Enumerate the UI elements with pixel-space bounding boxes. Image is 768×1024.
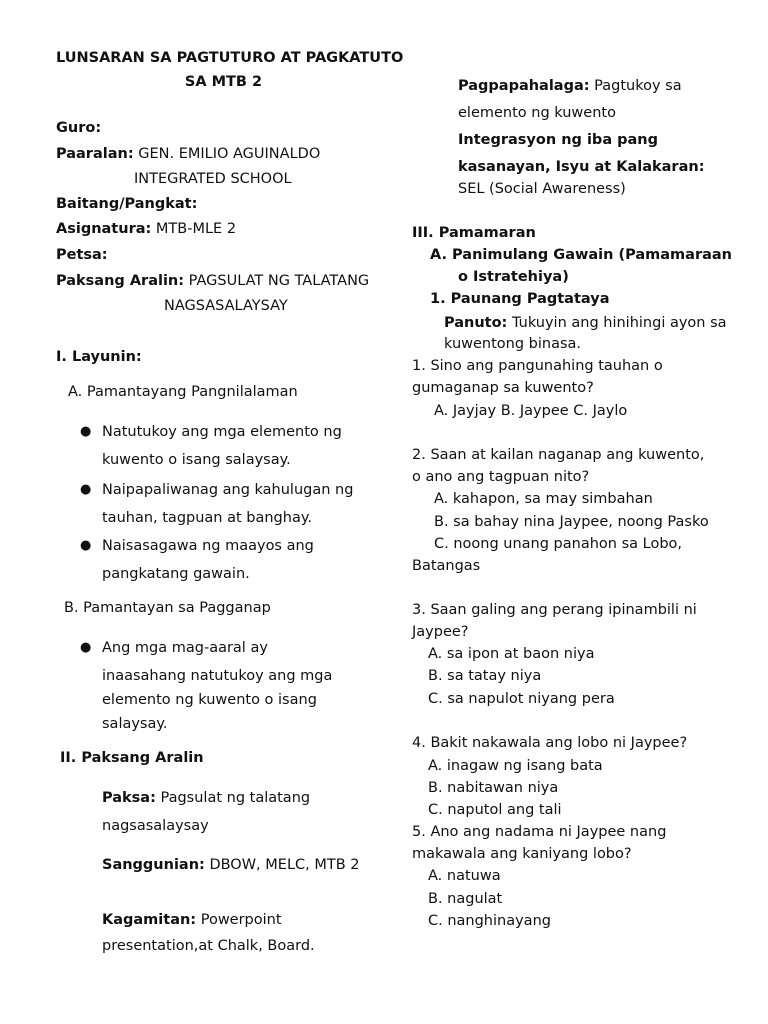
panimula-line2: o Istratehiya) <box>458 269 569 285</box>
kagamitan-value-line2: presentation,at Chalk, Board. <box>102 938 315 954</box>
paksa-value-line2: nagsasalaysay <box>102 818 209 834</box>
q2-choice-a: A. kahapon, sa may simbahan <box>434 491 653 507</box>
q5-choice-b: B. nagulat <box>428 891 503 907</box>
paaralan-label: Paaralan: <box>56 146 134 162</box>
integrasyon-line1: Integrasyon ng iba pang <box>458 132 659 148</box>
q2-choice-c: C. noong unang panahon sa Lobo, <box>434 536 683 552</box>
a-bullet3-line1: Naisasagawa ng maayos ang <box>102 538 314 554</box>
paunang-pagtataya: 1. Paunang Pagtataya <box>430 291 610 307</box>
kagamitan-label: Kagamitan: <box>102 912 197 928</box>
a-bullet3-line2: pangkatang gawain. <box>102 566 250 582</box>
q5-choice-c: C. nanghinayang <box>428 913 551 929</box>
b-bullet1-line3: elemento ng kuwento o isang <box>102 692 317 708</box>
q5-line1: 5. Ano ang nadama ni Jaypee nang <box>412 824 667 840</box>
section-b-heading: B. Pamantayan sa Pagganap <box>64 600 271 616</box>
q1-line1: 1. Sino ang pangunahing tauhan o <box>412 358 663 374</box>
pamamaran-heading: III. Pamamaran <box>412 225 536 241</box>
a-bullet2-line2: tauhan, tagpuan at banghay. <box>102 510 312 526</box>
q4-choice-c: C. naputol ang tali <box>428 802 562 818</box>
q1-choices: A. Jayjay B. Jaypee C. Jaylo <box>434 403 628 419</box>
q4-choice-a: A. inagaw ng isang bata <box>428 758 603 774</box>
doc-title-line1: LUNSARAN SA PAGTUTURO AT PAGKATUTO <box>56 50 404 66</box>
paksang-label: Paksang Aralin: <box>56 273 185 289</box>
q1-line2: gumaganap sa kuwento? <box>412 380 594 396</box>
q3-choice-a: A. sa ipon at baon niya <box>428 646 595 662</box>
paksang-row <box>56 271 369 291</box>
q5-line2: makawala ang kaniyang lobo? <box>412 846 632 862</box>
a-bullet1-line2: kuwento o isang salaysay. <box>102 452 291 468</box>
q3-line2: Jaypee? <box>412 624 469 640</box>
paksa-label: Paksa: <box>102 790 156 806</box>
sanggunian-value: DBOW, MELC, MTB 2 <box>209 857 360 873</box>
panuto-value-line2: kuwentong binasa. <box>444 336 582 352</box>
b-bullet1-line1: Ang mga mag-aaral ay <box>102 640 268 656</box>
a-bullet2-line1: Naipapaliwanag ang kahulugan ng <box>102 482 354 498</box>
paksang-value: PAGSULAT NG TALATANG <box>188 273 370 289</box>
paksang-aralin-heading: II. Paksang Aralin <box>60 750 204 766</box>
paaralan-row <box>56 144 320 164</box>
pagpapahalaga-value-line2: elemento ng kuwento <box>458 105 616 121</box>
paksa-row <box>102 788 310 808</box>
panuto-label: Panuto: <box>444 315 508 331</box>
asignatura-label: Asignatura: <box>56 221 152 237</box>
a-bullet1-line1: Natutukoy ang mga elemento ng <box>102 424 342 440</box>
q2-choice-c-line2: Batangas <box>412 558 481 574</box>
layunin-heading: I. Layunin: <box>56 349 142 365</box>
panuto-row <box>444 313 727 333</box>
petsa-label: Petsa: <box>56 247 108 263</box>
section-a-heading: A. Pamantayang Pangnilalaman <box>68 384 298 400</box>
paaralan-value: GEN. EMILIO AGUINALDO <box>138 146 321 162</box>
kagamitan-value: Powerpoint <box>200 912 282 928</box>
b-bullet1-line4: salaysay. <box>102 716 168 732</box>
kagamitan-row <box>102 910 282 930</box>
pagpapahalaga-row <box>458 76 682 96</box>
b-bullet1-line2: inaasahang natutukoy ang mga <box>102 668 333 684</box>
guro-label: Guro: <box>56 120 102 136</box>
q2-line2: o ano ang tagpuan nito? <box>412 469 590 485</box>
pagpapahalaga-label: Pagpapahalaga: <box>458 78 590 94</box>
asignatura-row <box>56 219 236 239</box>
panuto-value: Tukuyin ang hinihingi ayon sa <box>511 315 727 331</box>
q5-choice-a: A. natuwa <box>428 868 501 884</box>
paaralan-value-line2: INTEGRATED SCHOOL <box>134 171 292 187</box>
q4-line1: 4. Bakit nakawala ang lobo ni Jaypee? <box>412 735 688 751</box>
pagpapahalaga-value: Pagtukoy sa <box>594 78 682 94</box>
q2-choice-b: B. sa bahay nina Jaypee, noong Pasko <box>434 514 709 530</box>
paksang-value-line2: NAGSASALAYSAY <box>164 298 288 314</box>
asignatura-value: MTB-MLE 2 <box>155 221 237 237</box>
bullet-dot-icon: ● <box>80 424 92 439</box>
q3-choice-c: C. sa napulot niyang pera <box>428 691 615 707</box>
q3-line1: 3. Saan galing ang perang ipinambili ni <box>412 602 697 618</box>
sanggunian-row <box>102 855 360 875</box>
integrasyon-value: SEL (Social Awareness) <box>458 181 626 197</box>
q3-choice-b: B. sa tatay niya <box>428 668 542 684</box>
doc-title-line2: SA MTB 2 <box>184 74 263 90</box>
integrasyon-line2: kasanayan, Isyu at Kalakaran: <box>458 159 705 175</box>
bullet-dot-icon: ● <box>80 482 92 497</box>
baitang-label: Baitang/Pangkat: <box>56 196 198 212</box>
q2-line1: 2. Saan at kailan naganap ang kuwento, <box>412 447 705 463</box>
panimula-line1: A. Panimulang Gawain (Pamamaraan <box>430 247 732 263</box>
sanggunian-label: Sanggunian: <box>102 857 205 873</box>
bullet-dot-icon: ● <box>80 640 92 655</box>
q4-choice-b: B. nabitawan niya <box>428 780 559 796</box>
bullet-dot-icon: ● <box>80 538 92 553</box>
paksa-value: Pagsulat ng talatang <box>160 790 311 806</box>
